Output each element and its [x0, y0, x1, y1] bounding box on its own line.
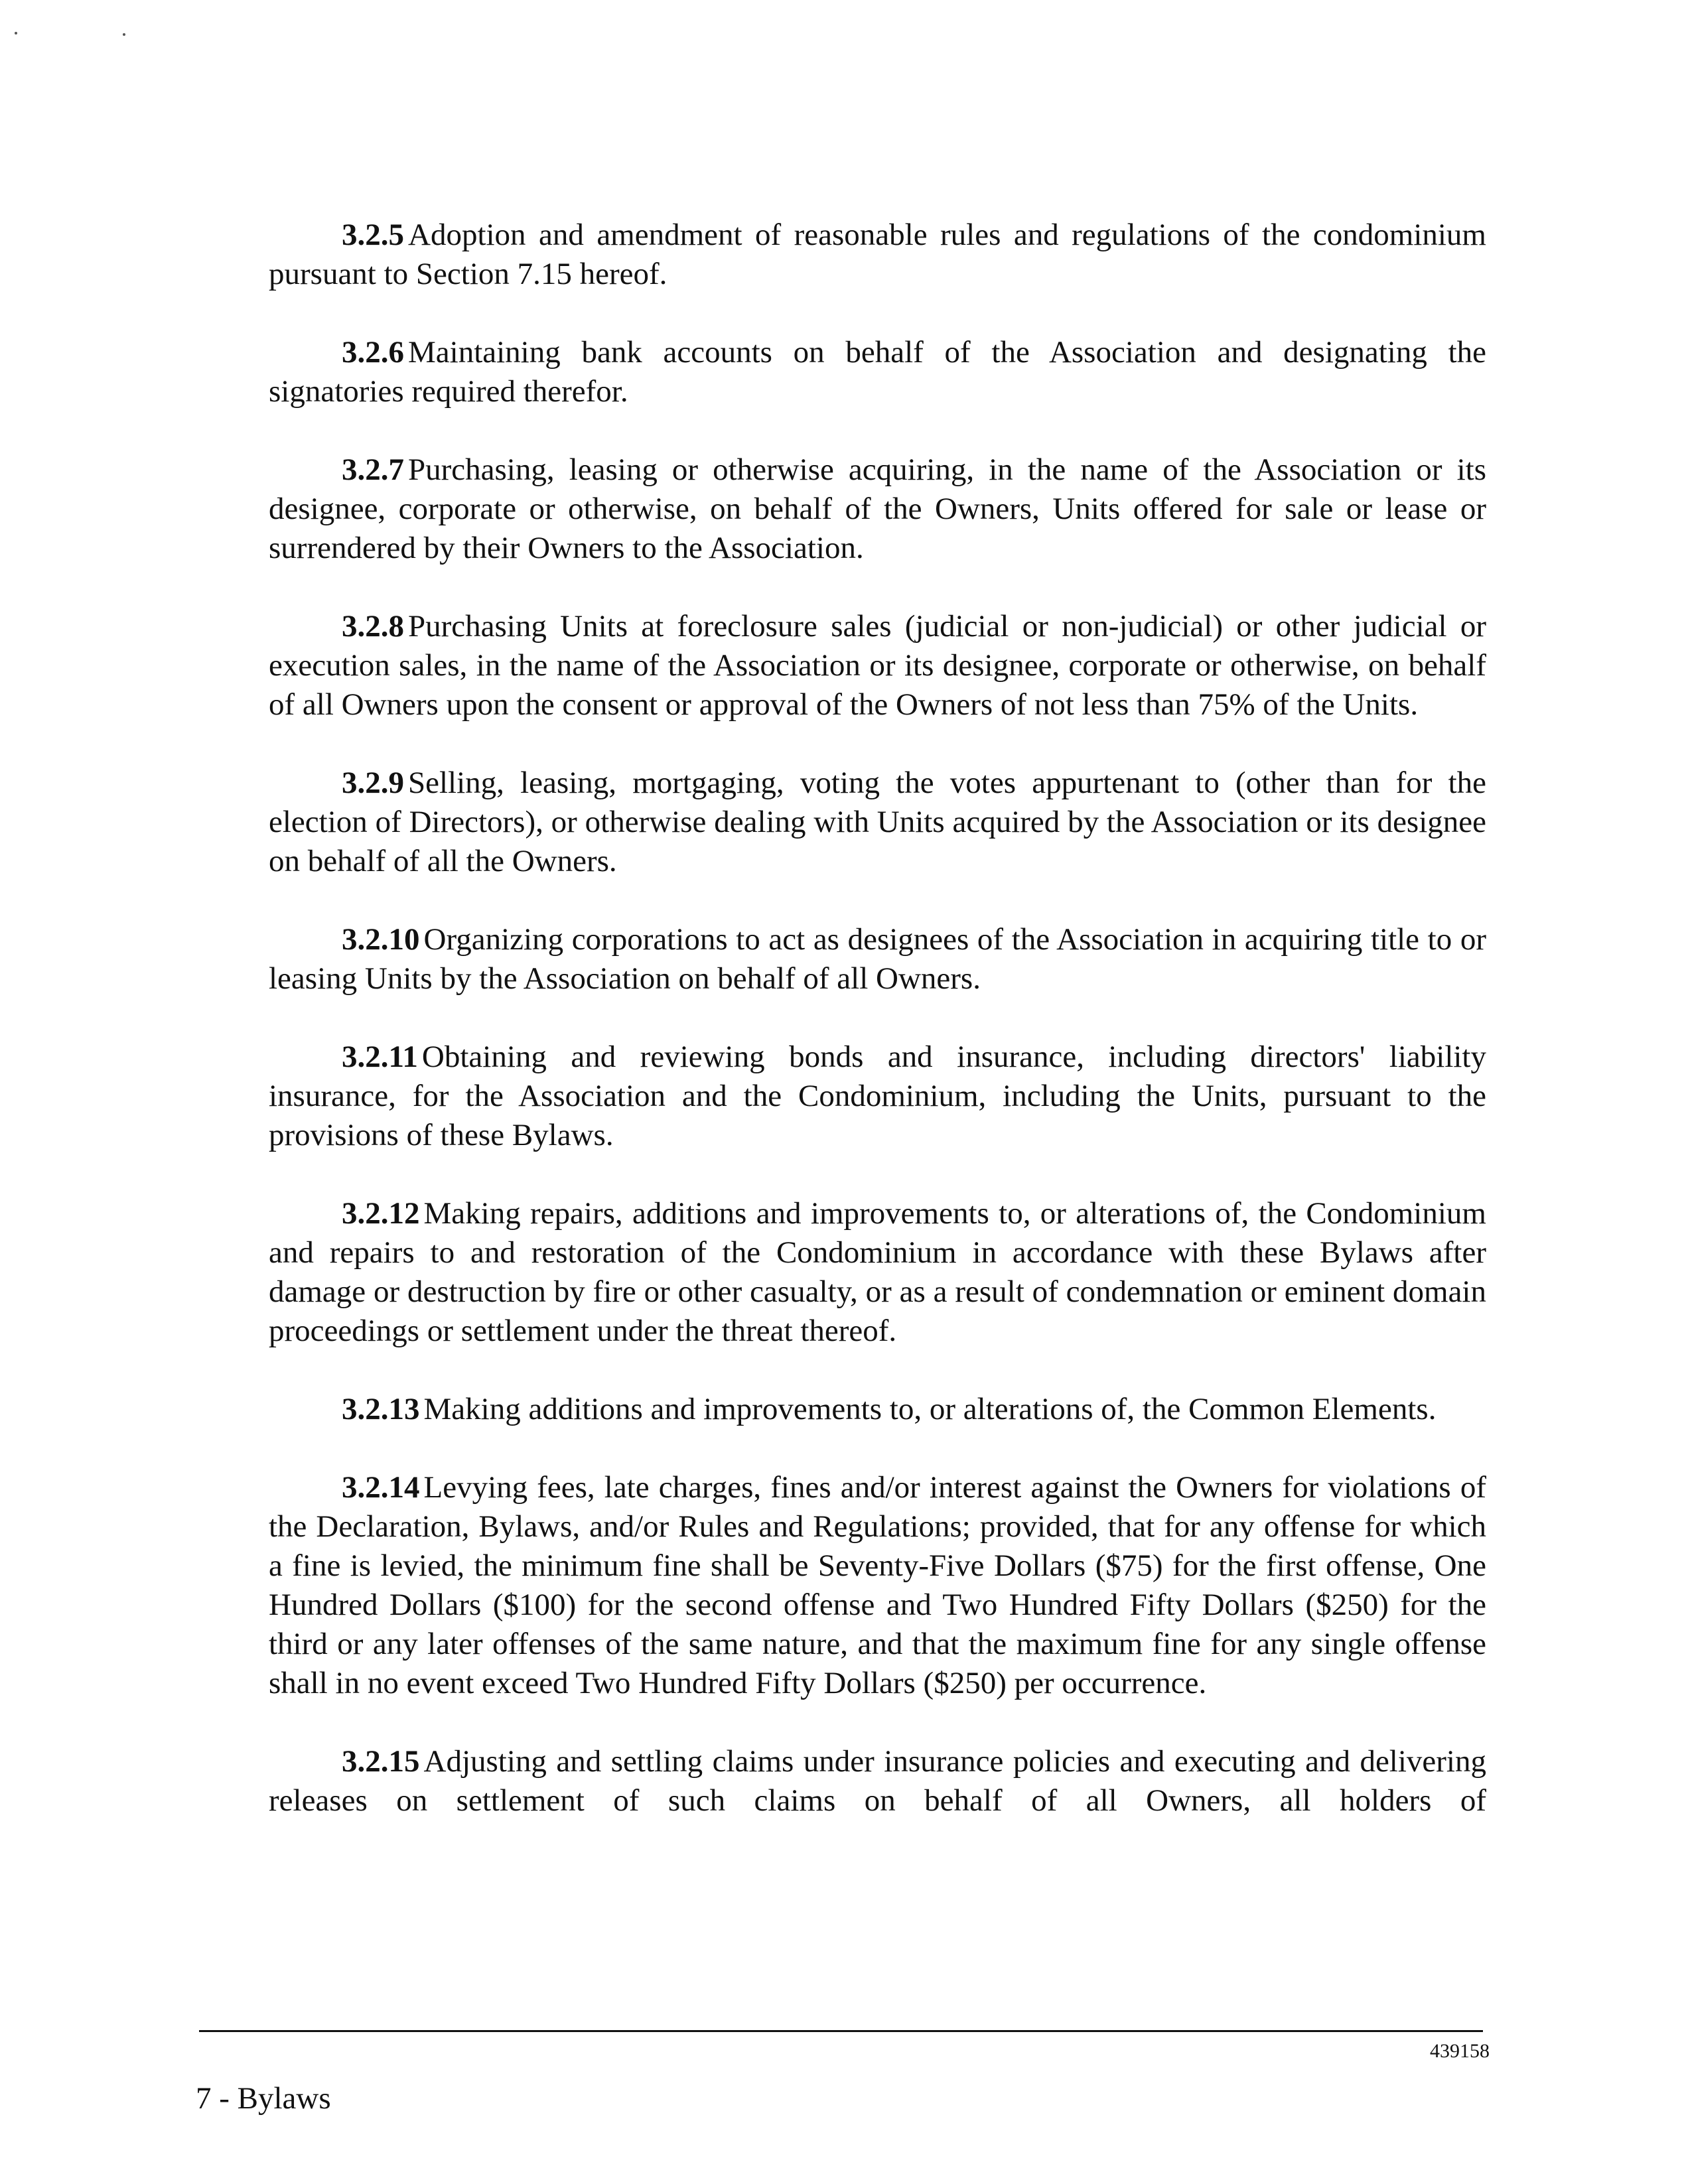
section-text: Adoption and amendment of reasonable rules and regulations of the condominium pursuant to Section 7.15 hereof. [269, 218, 1486, 291]
section-3-2-10 [269, 920, 1486, 998]
section-3-2-13 [269, 1390, 1486, 1429]
section-text: Selling, leasing, mortgaging, voting the votes appurtenant to (other than for the election of Directors), or otherwise dealing with Units acquired by the Association or its designee on behalf of all the Owners. [269, 766, 1486, 878]
section-number: 3.2.10 [342, 922, 420, 957]
section-text: Obtaining and reviewing bonds and insurance, including directors' liability insurance, for the Association and the Condominium, including the Units, pursuant to the provisions of these Bylaws. [269, 1040, 1486, 1152]
section-text: Maintaining bank accounts on behalf of the Association and designating the signatories required therefor. [269, 335, 1486, 409]
section-number: 3.2.9 [342, 766, 404, 800]
footer-divider [199, 2030, 1483, 2032]
section-text: Adjusting and settling claims under insurance policies and executing and delivering releases on settlement of such claims on behalf of all Owners, all holders of [269, 1744, 1486, 1818]
section-3-2-6 [269, 333, 1486, 411]
scan-speck [15, 32, 17, 34]
section-number: 3.2.8 [342, 609, 404, 644]
section-text: Purchasing, leasing or otherwise acquiring, in the name of the Association or its designee, corporate or otherwise, on behalf of the Owners, Units offered for sale or lease or surrendered by their Owners to the Association. [269, 452, 1486, 565]
section-number: 3.2.14 [342, 1470, 420, 1505]
section-text: Organizing corporations to act as designees of the Association in acquiring title to or leasing Units by the Association on behalf of all Owners. [269, 922, 1486, 996]
section-number: 3.2.12 [342, 1196, 420, 1231]
section-3-2-11 [269, 1038, 1486, 1155]
section-3-2-15 [269, 1742, 1486, 1820]
section-text: Levying fees, late charges, fines and/or interest against the Owners for violations of the Declaration, Bylaws, and/or Rules and Regulations; provided, that for any offense for which a fine is levied, the minimum fine shall be Seventy-Five Dollars ($75) for the first offense, One Hundred Dollars ($100) for the second offense and Two Hundred Fifty Dollars ($250) for the third or any later offenses of the same nature, and that the maximum fine for any single offense shall in no event exceed Two Hundred Fifty Dollars ($250) per occurrence. [269, 1470, 1486, 1700]
section-number: 3.2.5 [342, 218, 404, 252]
section-number: 3.2.6 [342, 335, 404, 370]
section-3-2-5 [269, 216, 1486, 294]
section-3-2-8 [269, 607, 1486, 724]
section-number: 3.2.15 [342, 1744, 420, 1779]
section-3-2-12 [269, 1194, 1486, 1351]
scan-speck [123, 33, 125, 36]
section-number: 3.2.13 [342, 1392, 420, 1426]
page-label: 7 - Bylaws [196, 2081, 331, 2116]
section-text: Purchasing Units at foreclosure sales (judicial or non-judicial) or other judicial or execution sales, in the name of the Association or its designee, corporate or otherwise, on behalf of all Owners upon the consent or approval of the Owners of not less than 75% of the Units. [269, 609, 1486, 722]
section-number: 3.2.11 [342, 1040, 418, 1074]
section-3-2-14 [269, 1468, 1486, 1703]
document-body [269, 216, 1486, 1820]
section-3-2-7 [269, 450, 1486, 568]
section-text: Making repairs, additions and improvements to, or alterations of, the Condominium and repairs to and restoration of the Condominium in accordance with these Bylaws after damage or destruction by fire or other casualty, or as a result of condemnation or eminent domain proceedings or settlement under the threat thereof. [269, 1196, 1486, 1348]
section-number: 3.2.7 [342, 452, 404, 487]
section-3-2-9 [269, 764, 1486, 881]
document-number: 439158 [1430, 2040, 1490, 2062]
section-text: Making additions and improvements to, or alterations of, the Common Elements. [423, 1392, 1437, 1426]
